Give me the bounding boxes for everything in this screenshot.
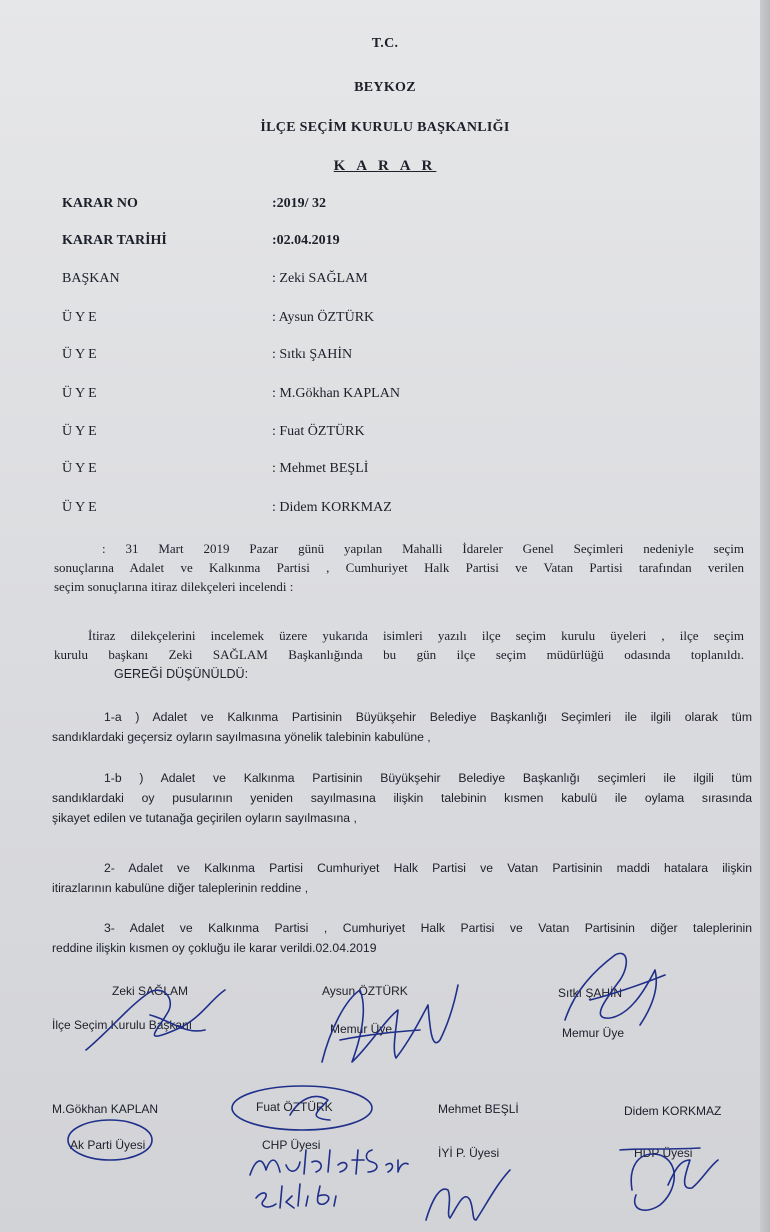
decision-no-label: KARAR NO xyxy=(62,196,138,211)
item-line: sandıklardaki oy pusularının yeniden sayılmasına ilişkin talebinin kısmen kabulü ile oylama sırasında xyxy=(52,791,752,805)
chairman-value: : Zeki SAĞLAM xyxy=(272,271,368,286)
paragraph-line: sonuçlarına Adalet ve Kalkınma Partisi , Cumhuriyet Halk Partisi ve Vatan Partisi tarafından verilen xyxy=(54,560,744,575)
member-label: Ü Y E xyxy=(62,386,97,401)
item-line: reddine ilişkin kısmen oy çokluğu ile karar verildi.02.04.2019 xyxy=(52,941,377,955)
member-label: Ü Y E xyxy=(62,347,97,362)
signatory-role: CHP Üyesi xyxy=(262,1138,321,1152)
signatory-name: Mehmet BEŞLİ xyxy=(438,1102,519,1116)
item-line: 1-a ) Adalet ve Kalkınma Partisinin Büyükşehir Belediye Başkanlığı Seçimleri ile ilgili olarak tüm xyxy=(104,710,752,724)
signatory-role: Memur Üye xyxy=(330,1022,393,1036)
signatory-name: Sıtkı ŞAHİN xyxy=(558,986,623,1000)
member-value: : Sıtkı ŞAHİN xyxy=(272,347,353,362)
member-label: Ü Y E xyxy=(62,310,97,325)
document-title: K A R A R xyxy=(333,158,437,174)
decision-date-label: KARAR TARİHİ xyxy=(62,233,167,248)
item-line: şikayet edilen ve tutanağa geçirilen oyların sayılmasına , xyxy=(52,811,357,825)
paragraph-line: : 31 Mart 2019 Pazar günü yapılan Mahalli İdareler Genel Seçimleri nedeniyle seçim xyxy=(102,541,744,556)
paragraph-line: İtiraz dilekçelerini incelemek üzere yukarıda isimleri yazılı ilçe seçim kurulu üyeleri , ilçe seçim xyxy=(88,628,744,643)
member-label: Ü Y E xyxy=(62,500,97,515)
member-value: : Fuat ÖZTÜRK xyxy=(272,424,365,439)
paragraph-line: kurulu başkanı Zeki SAĞLAM Başkanlığında bu gün ilçe seçim müdürlüğü odasında toplanıldı. xyxy=(54,647,744,662)
paragraph-line: seçim sonuçlarına itiraz dilekçeleri incelendi : xyxy=(54,579,294,594)
header-district: BEYKOZ xyxy=(354,80,416,95)
header-institution: İLÇE SEÇİM KURULU BAŞKANLIĞI xyxy=(260,120,510,135)
item-line: 3- Adalet ve Kalkınma Partisi , Cumhuriyet Halk Partisi ve Vatan Partisinin diğer taleplerinin xyxy=(104,921,752,935)
item-line: itirazlarının kabulüne diğer taleplerinin reddine , xyxy=(52,881,309,895)
signatory-role: İYİ P. Üyesi xyxy=(438,1146,500,1160)
member-value: : M.Gökhan KAPLAN xyxy=(272,386,400,401)
signatory-name: Aysun ÖZTÜRK xyxy=(322,984,408,998)
signatory-role: İlçe Seçim Kurulu Başkanı xyxy=(52,1018,193,1032)
considered-heading: GEREĞİ DÜŞÜNÜLDÜ: xyxy=(114,667,249,681)
item-line: 1-b ) Adalet ve Kalkınma Partisinin Büyükşehir Belediye Başkanlığı seçimleri ile ilgili tüm xyxy=(104,771,752,785)
member-value: : Mehmet BEŞLİ xyxy=(272,461,369,476)
decision-date-value: :02.04.2019 xyxy=(272,233,340,248)
signatory-role: Memur Üye xyxy=(562,1026,625,1040)
member-value: : Didem KORKMAZ xyxy=(272,500,392,515)
signatory-name: Zeki SAĞLAM xyxy=(112,984,189,998)
member-label: Ü Y E xyxy=(62,461,97,476)
signatory-name: Didem KORKMAZ xyxy=(624,1104,722,1118)
signatory-role: HDP Üyesi xyxy=(634,1146,693,1160)
member-value: : Aysun ÖZTÜRK xyxy=(272,310,375,325)
item-line: sandıklardaki geçersiz oyların sayılmasına yönelik talebinin kabulüne , xyxy=(52,730,431,744)
item-line: 2- Adalet ve Kalkınma Partisi Cumhuriyet Halk Partisi ve Vatan Partisinin maddi hatalara ilişkin xyxy=(104,861,752,875)
decision-no-value: :2019/ 32 xyxy=(272,196,327,211)
member-label: Ü Y E xyxy=(62,424,97,439)
header-tc: T.C. xyxy=(371,36,399,51)
signatory-name: Fuat ÖZTÜRK xyxy=(256,1100,333,1114)
signatory-role: Ak Parti Üyesi xyxy=(70,1138,146,1152)
chairman-label: BAŞKAN xyxy=(62,271,120,286)
signatory-name: M.Gökhan KAPLAN xyxy=(52,1102,159,1116)
